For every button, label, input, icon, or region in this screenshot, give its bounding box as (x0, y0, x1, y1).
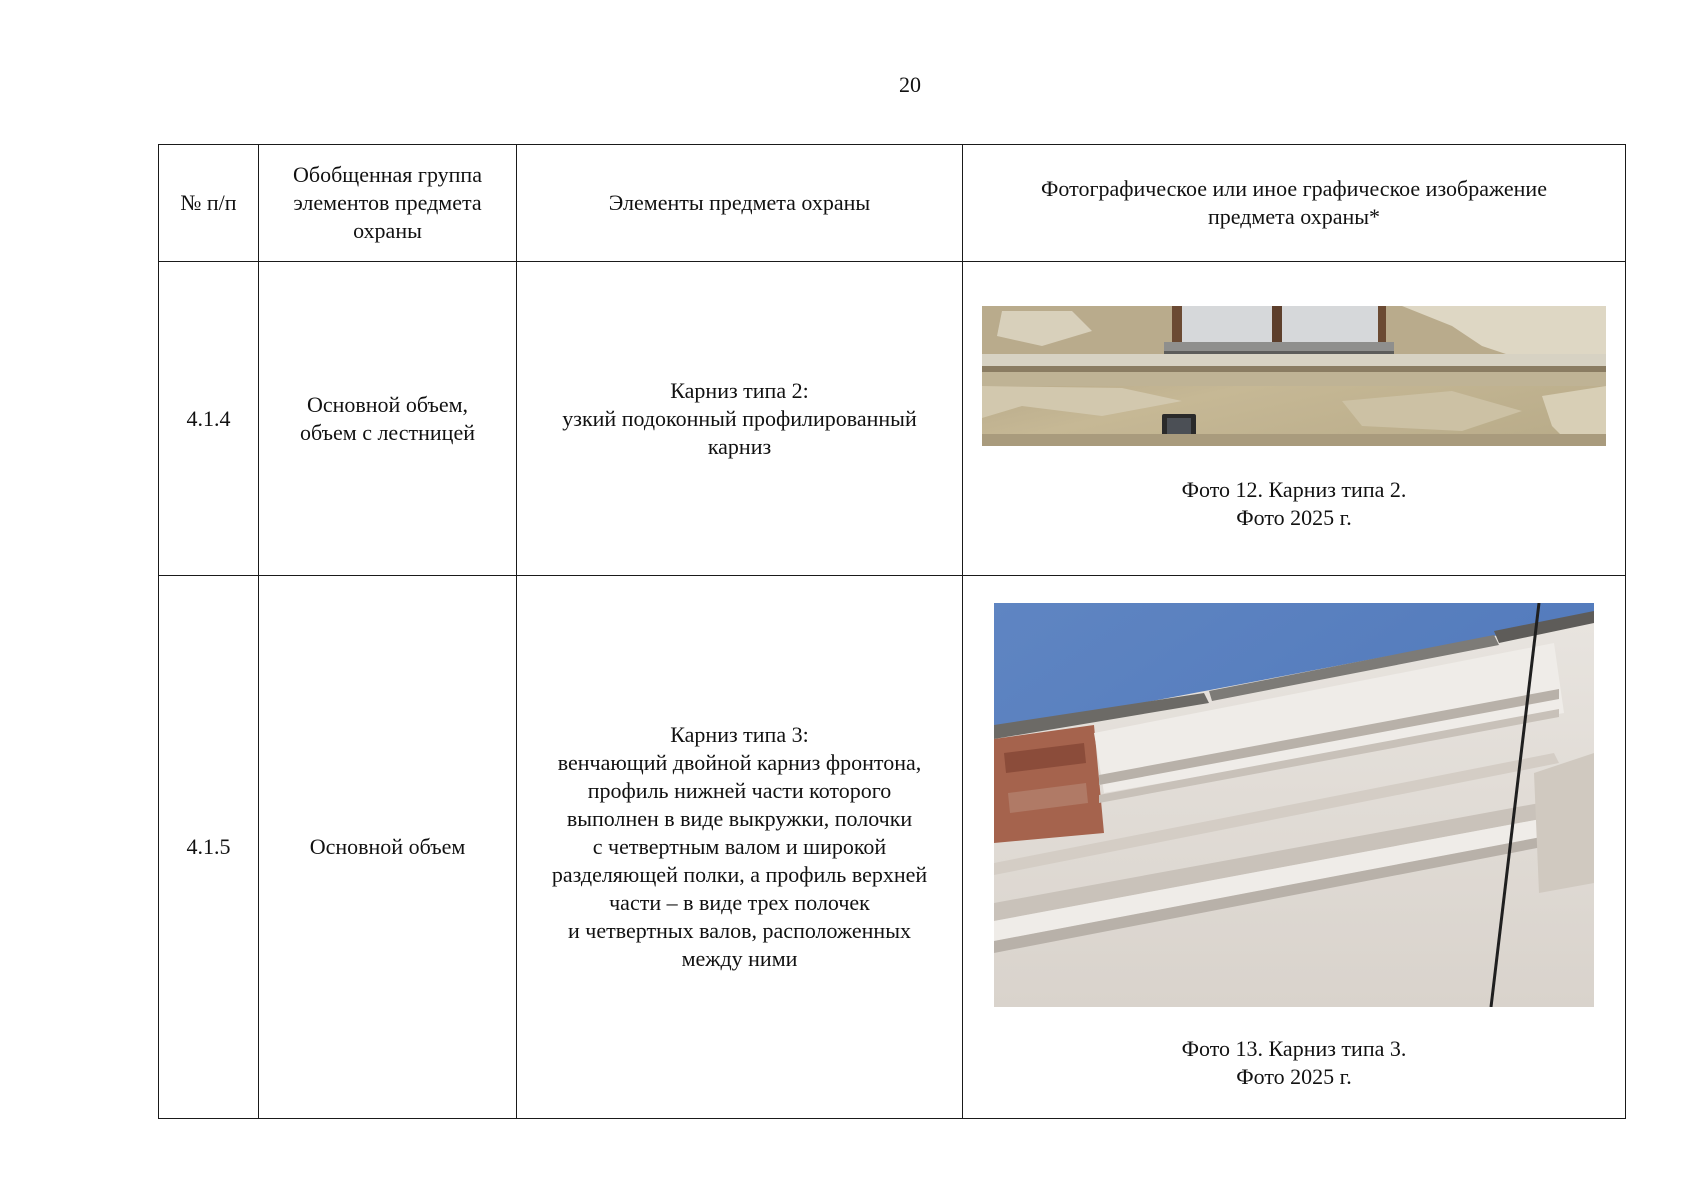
photo-caption-line: Фото 2025 г. (1236, 504, 1352, 530)
row-elements-line: карниз (707, 433, 772, 459)
photo-caption-line: Фото 2025 г. (1236, 1064, 1352, 1089)
table-header-row (159, 145, 1626, 262)
header-group-line: элементов предмета (293, 190, 482, 215)
row-elements-line: части – в виде трех полочек (609, 890, 870, 915)
header-image-line: Фотографическое или иное графическое изображение (1041, 176, 1547, 201)
row-elements-line: Карниз типа 2: (670, 377, 809, 403)
header-elements: Элементы предмета охраны (517, 145, 963, 262)
photo-caption-line: Фото 12. Карниз типа 2. (1181, 476, 1407, 502)
photo-caption-line: Фото 13. Карниз типа 3. (1181, 1036, 1407, 1061)
row-elements-line: и четвертных валов, расположенных (568, 918, 911, 943)
header-num: № п/п (159, 145, 259, 262)
row-elements-line: узкий подоконный профилированный (562, 405, 917, 431)
row-group-line: Основной объем, (306, 391, 469, 417)
row-elements-line: с четвертным валом и широкой (592, 834, 887, 859)
row-number: 4.1.4 (159, 262, 259, 576)
table-row (159, 262, 1626, 576)
row-elements-line: выполнен в виде выкружки, полочки (566, 806, 913, 831)
row-group (259, 576, 517, 1119)
row-photo-cell (963, 262, 1626, 576)
row-elements-line: Карниз типа 3: (670, 722, 809, 747)
protection-table (158, 144, 1626, 1119)
row-elements (517, 262, 963, 576)
row-group-line: Основной объем (309, 834, 466, 859)
row-elements-line: между ними (681, 946, 798, 971)
photo-caption (1182, 476, 1407, 532)
header-image (963, 145, 1626, 262)
header-group (259, 145, 517, 262)
header-group-line: Обобщенная группа (293, 162, 482, 187)
table-row (159, 576, 1626, 1119)
row-number: 4.1.5 (159, 576, 259, 1119)
page-number: 20 (899, 72, 921, 97)
row-group (259, 262, 517, 576)
row-group-line: объем с лестницей (299, 419, 475, 445)
header-group-line: охраны (353, 218, 422, 243)
row-photo-cell (963, 576, 1626, 1119)
photo-caption (1182, 1035, 1407, 1091)
header-image-line: предмета охраны* (1207, 204, 1381, 229)
row-elements-line: разделяющей полки, а профиль верхней (551, 862, 928, 887)
photo-cornice-type-2 (982, 306, 1606, 446)
photo-cornice-type-3 (994, 603, 1594, 1007)
row-elements-line: венчающий двойной карниз фронтона, (557, 750, 922, 775)
row-elements (517, 576, 963, 1119)
row-elements-line: профиль нижней части которого (587, 778, 892, 803)
